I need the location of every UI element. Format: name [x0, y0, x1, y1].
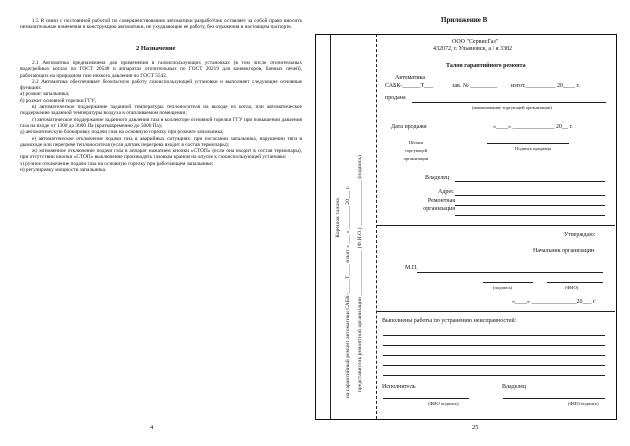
owner-sign-label: Владелец [502, 384, 527, 390]
trade-org-hint: (наименование торгующей организации) [472, 105, 552, 110]
repair-org-label: Ремонтная организация [423, 198, 455, 212]
approval-sign-hint: (подпись) [493, 285, 513, 290]
repair-org-line-2 [455, 215, 605, 216]
coupon-title: Талон гарантийного ремонта [446, 63, 526, 69]
approval-line [417, 272, 603, 273]
owner-fio-hint: (ФИО подпись) [568, 401, 599, 406]
head-org-label: Начальник организации [533, 248, 595, 254]
text-para-2-1: 2.1 Автоматика предназначена для применения в газоиспользующих установках (в том числе отопительных водогрейных котлах по ГОСТ 20548 и аппаратах отопительных по ГОСТ 20219 для конвекторов, банных печей), работающих на природном газе низкого давления по ГОСТ 5542. [20, 60, 302, 79]
list-item: и) регулировку мощности запальника. [20, 167, 107, 174]
work-line-4 [383, 365, 605, 366]
appendix-title: Приложение В [441, 16, 488, 24]
work-line-2 [383, 345, 605, 346]
factory-number-field: зав. № _________ [452, 83, 498, 89]
seller-sign-hint: Подпись продавца [515, 146, 551, 151]
list-item: а) розжиг запальника; [20, 91, 70, 98]
address-line [455, 195, 605, 196]
list-item: ж) мгновенное отключение подачи газа в аппарат нажатием кнопки «СТОП» (если она входит в состав термопары), при отсутствии кнопки «СТОП» выключение производить газовым краном на опуске к газоиспользующей установке; [20, 148, 302, 161]
sabk-field: САБК-______Т___ [385, 83, 434, 89]
stub-title: Корешок талона [335, 198, 341, 238]
work-line-3 [383, 355, 605, 356]
company-name: ООО "СервисГаз" [452, 39, 499, 45]
seller-sign-line [487, 143, 569, 144]
mp-label: М.П. [405, 265, 418, 271]
approval-fio-hint: (ФИО) [565, 285, 579, 290]
owner-sign-line [503, 398, 605, 399]
sale-date-label: Дата продажи [391, 124, 427, 130]
sale-date-field: «____» ______________ 20__ г. [493, 124, 573, 130]
approval-sign-line [483, 282, 533, 283]
section-divider-2 [376, 311, 615, 312]
address-label: Адрес [438, 189, 454, 195]
work-done-label: Выполнены работы по устранению неисправностей: [382, 318, 517, 324]
executor-fio-hint: (ФИО подпись) [428, 401, 459, 406]
approved-label: Утверждаю: [564, 232, 596, 238]
stub-line-2: представитель ремонтной организации ________________ (Ф.И.О.) ________________ (подпись) [357, 154, 363, 392]
list-item: в) автоматическое поддержание заданной температуры теплоносителя на выходе из котла, или автоматическое поддержание заданной температуры воздуха в отапливаемом помещении; [20, 104, 302, 117]
section-heading: 2 Назначение [136, 45, 176, 52]
text-para-1-5: 1.5 В связи с постоянной работой по совершенствованию автоматики разработчик оставляет за собой право вносить незначительные изменения в конструкцию автоматики, не ухудшающие ее работу, без отражения в настоящем паспорте. [20, 18, 302, 31]
approval-fio-line [547, 282, 603, 283]
list-item: д) автоматическую блокировку подачи газа на основную горелку при розжиге запальника; [20, 129, 224, 136]
page-number-right: 25 [472, 424, 479, 431]
automatics-label: Автоматика [395, 75, 426, 81]
section-divider-1 [376, 225, 615, 226]
sold-label: продана [385, 95, 406, 101]
issued-date-field: изгот.__________ 20____ г. [511, 83, 580, 89]
paragraph-2-1 [20, 60, 302, 173]
work-line-5 [383, 375, 605, 376]
executor-line [383, 398, 469, 399]
owner-label: Владелец [425, 175, 450, 181]
paragraph-1-5 [20, 18, 302, 31]
stub-line-1: на гарантийный ремонт автоматики САБК-_____Т____ изъят « ___ » ________ 20___ г. [345, 185, 351, 398]
executor-label: Исполнитель [382, 384, 416, 390]
page-number-left: 4 [150, 424, 154, 431]
right-page [315, 0, 630, 446]
company-address: 432072, г. Ульяновск, а / я 3382 [433, 46, 513, 52]
repair-org-line-1 [455, 205, 605, 206]
list-item: е) автоматическое отключение подачи газа в аварийных ситуациях: при погасании запальника, нарушении тяги в дымоходе или перегреве теплоносителя (если датчик перегрева входит в состав термопары); [20, 135, 302, 148]
approval-date: «____» _______________20___ г [512, 299, 596, 305]
list-item: з) ручное отключение подачи газа на основную горелку при работающем запальнике; [20, 160, 214, 167]
stub-divider [330, 34, 331, 419]
owner-line [455, 181, 605, 182]
list-item: б) розжиг основной горелки ГГУ; [20, 97, 97, 104]
work-line-1 [383, 335, 605, 336]
sold-line [412, 102, 606, 103]
stamp-label: Штамп торгующей организации [403, 140, 429, 161]
text-para-2-2: 2.2 Автоматика обеспечивает безопасную работу газоиспользующей установки и выполняет следующие основные функции: [20, 78, 302, 92]
list-item: г) автоматическое поддержание заданного давления газа в коллекторе основной горелки ГГУ при повышении давления газа на входе от 1300 до 3000 Па (кратковременно до 5000 Па); [20, 116, 302, 129]
cut-line [376, 34, 377, 419]
